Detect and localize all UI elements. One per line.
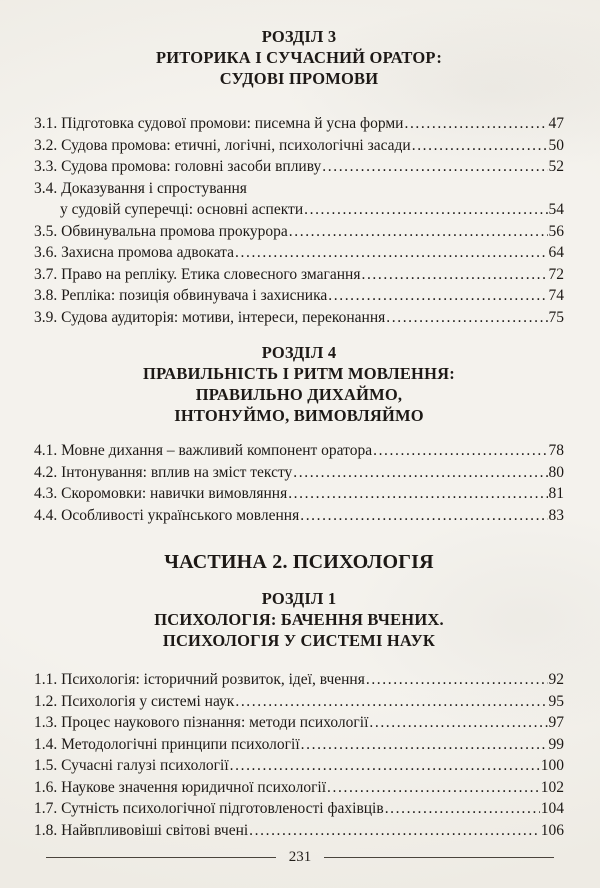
heading-line: СУДОВІ ПРОМОВИ: [219, 69, 379, 88]
heading-line: ІНТОНУЙМО, ВИМОВЛЯЙМО: [174, 406, 424, 425]
dot-leader: [404, 113, 547, 135]
dot-leader: [385, 798, 540, 820]
entry-label: 1.3. Процес наукового пізнання: методи психології: [34, 714, 369, 731]
toc-entry: [34, 777, 564, 799]
dot-leader: [361, 264, 547, 286]
heading-line: РОЗДІЛ 1: [261, 589, 337, 608]
entry-label: 1.6. Наукове значення юридичної психології: [34, 778, 327, 796]
entry-label: 3.9. Судова аудиторія: мотиви, інтереси, переконання: [34, 308, 386, 326]
toc-entry: [34, 798, 564, 820]
toc-entry: [34, 505, 564, 527]
section-heading-rozdil-3: [34, 26, 564, 89]
entry-label: 3.3. Судова промова: головні засоби впливу: [34, 158, 322, 175]
toc-entry: [34, 156, 564, 178]
footer-rule-left: [46, 857, 276, 858]
heading-line: ПРАВИЛЬНО ДИХАЙМО,: [195, 385, 403, 404]
toc-entry: [34, 221, 564, 243]
entry-page-number: 92: [548, 671, 564, 688]
entry-page-number: 52: [548, 158, 564, 175]
entry-page-number: 75: [548, 308, 564, 326]
entry-label: 3.6. Захисна промова адвоката: [34, 244, 235, 261]
heading-line: ПСИХОЛОГІЯ У СИСТЕМІ НАУК: [162, 631, 436, 650]
entry-page-number: 64: [548, 244, 564, 261]
toc-entry: [34, 691, 564, 713]
entry-label: 3.5. Обвинувальна промова прокурора: [34, 222, 288, 240]
entry-page-number: 102: [540, 778, 564, 796]
heading-line: РИТОРИКА І СУЧАСНИЙ ОРАТОР:: [155, 48, 443, 67]
heading-line: ПРАВИЛЬНІСТЬ І РИТМ МОВЛЕННЯ:: [143, 364, 455, 383]
dot-leader: [300, 505, 547, 527]
entry-page-number: 81: [548, 485, 564, 502]
dot-leader: [386, 307, 547, 329]
entry-page-number: 74: [548, 287, 564, 304]
toc-entry: [34, 820, 564, 842]
toc-entry-first-line: [34, 178, 564, 200]
dot-leader: [328, 285, 547, 307]
entry-label: 1.5. Сучасні галузі психології: [34, 757, 229, 774]
entry-page-number: 47: [548, 115, 564, 132]
entry-label: 1.8. Найвпливовіші світові вчені: [34, 821, 249, 839]
entry-label: 3.8. Репліка: позиція обвинувача і захисника: [34, 287, 328, 304]
toc-entry: [34, 483, 564, 505]
dot-leader: [289, 221, 548, 243]
footer-rule-right: [324, 857, 554, 858]
entry-page-number: 72: [548, 265, 564, 283]
toc-entry: [34, 755, 564, 777]
entry-page-number: 54: [548, 201, 564, 218]
entry-page-number: 106: [540, 821, 564, 839]
part-heading: ЧАСТИНА 2. ПСИХОЛОГІЯ: [164, 551, 434, 573]
entry-page-number: 56: [548, 222, 564, 240]
dot-leader: [412, 135, 548, 157]
section-heading-rozdil-4: [34, 342, 564, 426]
heading-line: РОЗДІЛ 4: [261, 343, 337, 362]
entry-page-number: 99: [548, 735, 564, 753]
entry-label: 1.7. Сутність психологічної підготовленості фахівців: [34, 800, 384, 817]
entry-page-number: 83: [548, 506, 564, 524]
entry-label: 3.1. Підготовка судової промови: писемна й усна форми: [34, 115, 404, 132]
toc-entry: [34, 242, 564, 264]
entry-page-number: 97: [548, 714, 564, 731]
entry-label: 1.4. Методологічні принципи психології: [34, 735, 300, 753]
entry-page-number: 104: [540, 800, 564, 817]
toc-entry: [34, 113, 564, 135]
entry-label: 1.1. Психологія: історичний розвиток, ідеї, вчення: [34, 671, 365, 688]
entry-page-number: 78: [548, 442, 564, 459]
dot-leader: [235, 242, 547, 264]
toc-entry: [34, 135, 564, 157]
entry-page-number: 50: [548, 136, 564, 154]
entry-label: у судовій суперечці: основні аспекти: [60, 201, 304, 218]
entry-label: 3.4. Доказування і спростування: [34, 179, 247, 197]
toc-entries-rozdil-1: [34, 669, 564, 841]
toc-entries-rozdil-3: [34, 113, 564, 328]
entry-label: 1.2. Психологія у системі наук: [34, 692, 235, 710]
toc-entry: [34, 734, 564, 756]
page-footer: [46, 849, 554, 866]
dot-leader: [327, 777, 540, 799]
toc-entry: [34, 264, 564, 286]
entry-page-number: 80: [548, 463, 564, 481]
entry-label: 4.4. Особливості українського мовлення: [34, 506, 300, 524]
dot-leader: [366, 669, 548, 691]
section-heading-rozdil-1: [34, 588, 564, 651]
toc-entry-continuation: [34, 199, 564, 221]
dot-leader: [322, 156, 547, 178]
entry-page-number: 95: [548, 692, 564, 710]
toc-entry: [34, 307, 564, 329]
dot-leader: [235, 691, 547, 713]
dot-leader: [293, 462, 547, 484]
dot-leader: [230, 755, 540, 777]
entry-label: 4.3. Скоромовки: навички вимовляння: [34, 485, 288, 502]
footer-page-number: 231: [288, 849, 312, 865]
toc-entry: [34, 440, 564, 462]
entry-label: 3.2. Судова промова: етичні, логічні, психологічні засади: [34, 136, 411, 154]
dot-leader: [373, 440, 547, 462]
heading-line: РОЗДІЛ 3: [261, 27, 337, 46]
entry-page-number: 100: [540, 757, 564, 774]
dot-leader: [249, 820, 540, 842]
dot-leader: [301, 734, 548, 756]
toc-entry: [34, 712, 564, 734]
toc-entry: [34, 285, 564, 307]
heading-line: ПСИХОЛОГІЯ: БАЧЕННЯ ВЧЕНИХ.: [154, 610, 444, 629]
dot-leader: [369, 712, 547, 734]
entry-label: 4.2. Інтонування: вплив на зміст тексту: [34, 463, 293, 481]
toc-entry: [34, 462, 564, 484]
dot-leader: [288, 483, 547, 505]
toc-entries-rozdil-4: [34, 440, 564, 526]
entry-label: 4.1. Мовне дихання – важливий компонент оратора: [34, 442, 373, 459]
toc-entry: [34, 669, 564, 691]
dot-leader: [304, 199, 547, 221]
entry-label: 3.7. Право на репліку. Етика словесного змагання: [34, 265, 361, 283]
